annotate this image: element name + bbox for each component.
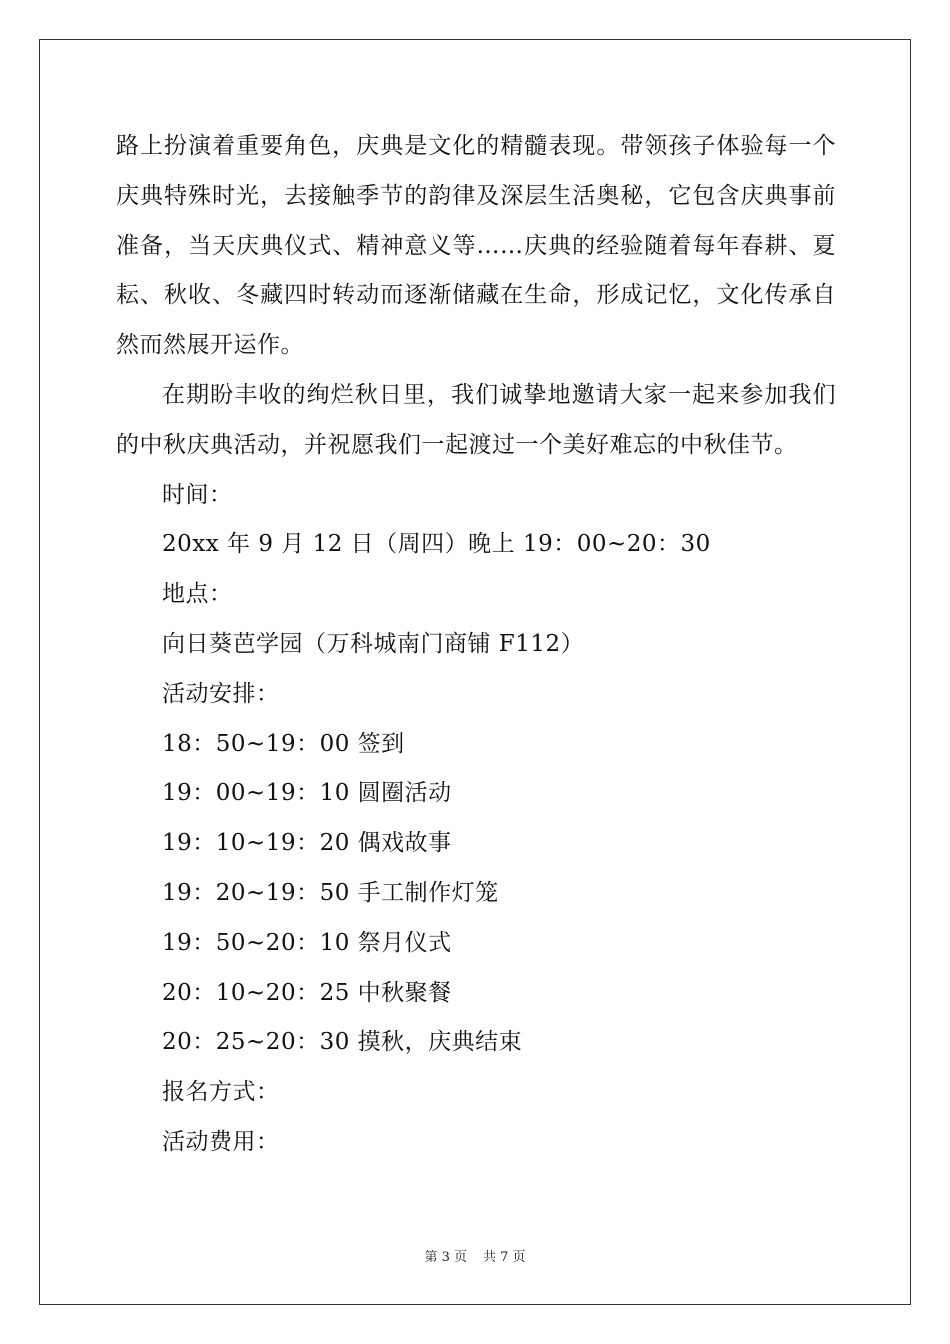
page-footer bbox=[0, 1246, 950, 1265]
location-label: 地点： bbox=[162, 581, 233, 608]
page-number: 第 3 页 bbox=[424, 1250, 467, 1265]
schedule-item: 19：00~19：10 圆圈活动 bbox=[162, 780, 452, 807]
intro-paragraph: 路上扮演着重要角色，庆典是文化的精髓表现。带领孩子体验每一个庆典特殊时光，去接触季节的韵律及深层生活奥秘，它包含庆典事前准备，当天庆典仪式、精神意义等……庆典的经验随着每年春耕、夏耘、秋收、冬藏四时转动而逐渐储藏在生命，形成记忆，文化传承自然而然展开运作。 bbox=[116, 133, 836, 359]
schedule-item: 20：10~20：25 中秋聚餐 bbox=[162, 979, 452, 1006]
fee-label: 活动费用： bbox=[162, 1128, 280, 1155]
schedule-item: 18：50~19：00 签到 bbox=[162, 730, 405, 757]
schedule-item: 20：25~20：30 摸秋，庆典结束 bbox=[162, 1029, 523, 1056]
page-total: 共 7 页 bbox=[483, 1250, 526, 1265]
schedule-item: 19：50~20：10 祭月仪式 bbox=[162, 929, 452, 956]
time-label: 时间： bbox=[162, 481, 233, 508]
document-body bbox=[116, 122, 836, 1168]
location-value: 向日葵芭学园（万科城南门商铺 F112） bbox=[162, 630, 585, 657]
schedule-item: 19：10~19：20 偶戏故事 bbox=[162, 830, 452, 857]
registration-label: 报名方式： bbox=[162, 1079, 280, 1106]
schedule-item: 19：20~19：50 手工制作灯笼 bbox=[162, 879, 499, 906]
invitation-paragraph: 在期盼丰收的绚烂秋日里，我们诚挚地邀请大家一起来参加我们的中秋庆典活动，并祝愿我们一起渡过一个美好难忘的中秋佳节。 bbox=[116, 381, 836, 458]
schedule-label: 活动安排： bbox=[162, 680, 280, 707]
time-value: 20xx 年 9 月 12 日（周四）晚上 19：00~20：30 bbox=[162, 531, 711, 558]
